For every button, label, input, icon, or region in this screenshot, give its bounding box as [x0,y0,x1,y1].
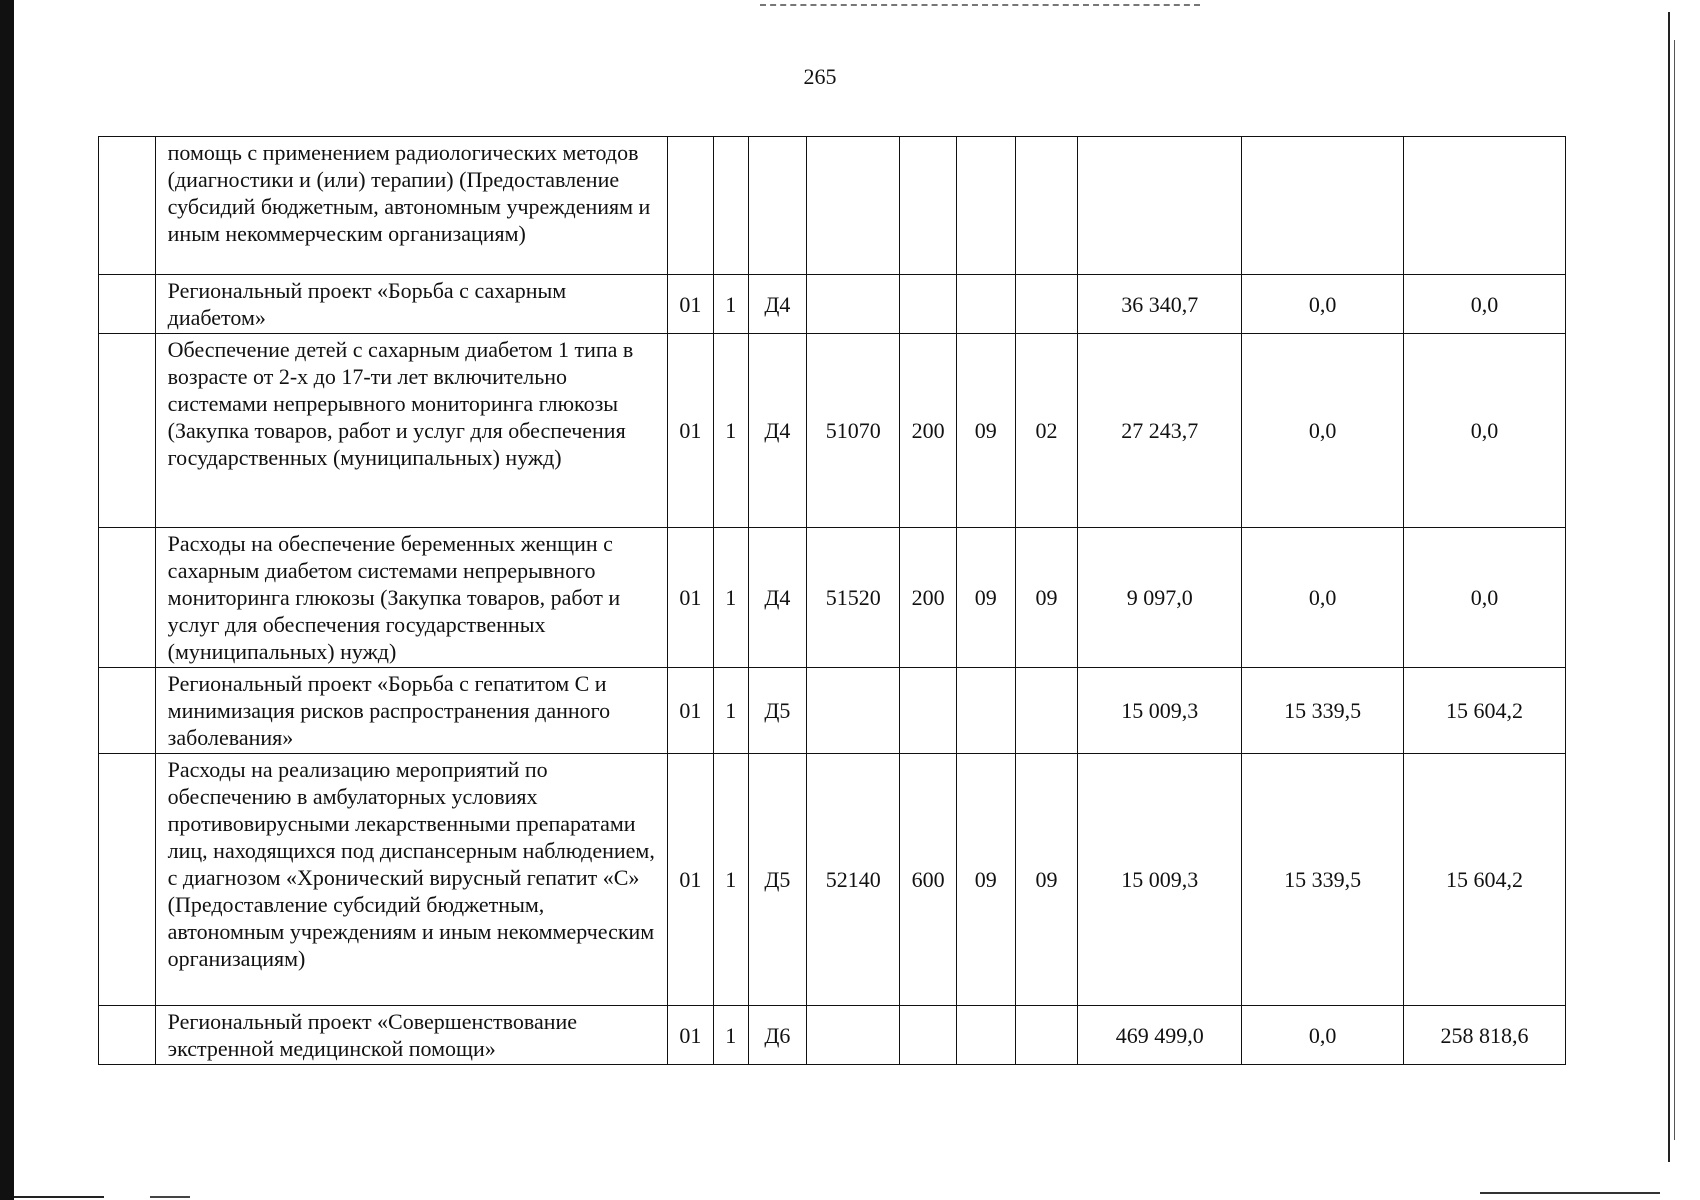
code-cell: 09 [956,754,1015,1006]
code-cell [667,137,714,275]
amount-cell [1078,137,1242,275]
code-cell: 02 [1015,334,1078,528]
table-row [99,528,1566,668]
code-cell [956,137,1015,275]
code-cell [956,1006,1015,1065]
code-cell: 200 [900,334,957,528]
page-number: 265 [803,64,837,89]
code-cell: 09 [1015,754,1078,1006]
scan-artifact-bottom-right [1480,1192,1660,1194]
row-number-cell [99,528,156,668]
code-cell: 01 [667,275,714,334]
code-cell: 01 [667,668,714,754]
code-cell: 01 [667,754,714,1006]
amount-cell: 0,0 [1404,528,1566,668]
code-cell: 1 [714,754,748,1006]
amount-cell: 0,0 [1242,1006,1404,1065]
code-cell: Д6 [748,1006,807,1065]
code-cell: Д4 [748,334,807,528]
scan-border-right-inner [1674,40,1675,1140]
amount-cell: 15 009,3 [1078,668,1242,754]
code-cell [956,275,1015,334]
code-cell [807,275,900,334]
table-row [99,275,1566,334]
scan-artifact-bottom-mid [150,1196,190,1198]
code-cell: 09 [1015,528,1078,668]
amount-cell: 36 340,7 [1078,275,1242,334]
table-row [99,1006,1566,1065]
description-cell: Региональный проект «Совершенствование экстренной медицинской помощи» [155,1006,667,1065]
code-cell: 51070 [807,334,900,528]
code-cell [1015,1006,1078,1065]
row-number-cell [99,754,156,1006]
code-cell [900,137,957,275]
code-cell [807,1006,900,1065]
description-cell: Региональный проект «Борьба с сахарным диабетом» [155,275,667,334]
amount-cell: 469 499,0 [1078,1006,1242,1065]
amount-cell: 0,0 [1242,334,1404,528]
amount-cell: 0,0 [1242,528,1404,668]
budget-table [98,136,1566,1065]
code-cell: 1 [714,528,748,668]
code-cell [748,137,807,275]
description-cell: Расходы на реализацию мероприятий по обеспечению в амбулаторных условиях противовирусными лекарственными препаратами лиц, находящихся под диспансерным наблюдением, с диагнозом «Хронический вирусный гепатит «С» (Предоставление субсидий бюджетным, автономным учреждениям и иным некоммерческим организациям) [155,754,667,1006]
code-cell: 1 [714,668,748,754]
code-cell: Д4 [748,528,807,668]
amount-cell [1404,137,1566,275]
code-cell: 01 [667,528,714,668]
code-cell [900,1006,957,1065]
amount-cell: 15 339,5 [1242,668,1404,754]
code-cell: 09 [956,334,1015,528]
amount-cell: 15 604,2 [1404,754,1566,1006]
code-cell: 600 [900,754,957,1006]
code-cell: 1 [714,275,748,334]
code-cell [1015,137,1078,275]
table-row [99,137,1566,275]
row-number-cell [99,137,156,275]
row-number-cell [99,668,156,754]
description-cell: Обеспечение детей с сахарным диабетом 1 типа в возрасте от 2-х до 17-ти лет включительно системами непрерывного мониторинга глюкозы (Закупка товаров, работ и услуг для обеспечения государственных (муниципальных) нужд) [155,334,667,528]
scan-border-right [1668,12,1670,1162]
amount-cell: 15 339,5 [1242,754,1404,1006]
table-row [99,334,1566,528]
code-cell: 52140 [807,754,900,1006]
amount-cell: 0,0 [1404,334,1566,528]
scan-border-left [0,0,14,1200]
amount-cell [1242,137,1404,275]
code-cell: Д5 [748,668,807,754]
code-cell: 09 [956,528,1015,668]
row-number-cell [99,334,156,528]
amount-cell: 15 604,2 [1404,668,1566,754]
table-row [99,754,1566,1006]
code-cell: 01 [667,1006,714,1065]
row-number-cell [99,275,156,334]
code-cell [956,668,1015,754]
amount-cell: 0,0 [1242,275,1404,334]
code-cell [900,668,957,754]
description-cell: Региональный проект «Борьба с гепатитом С и минимизация рисков распространения данного заболевания» [155,668,667,754]
code-cell [807,137,900,275]
code-cell [900,275,957,334]
row-number-cell [99,1006,156,1065]
code-cell [807,668,900,754]
scan-artifact-bottom-left [14,1196,104,1198]
code-cell [714,137,748,275]
amount-cell: 15 009,3 [1078,754,1242,1006]
code-cell [1015,668,1078,754]
table-row [99,668,1566,754]
code-cell: 1 [714,334,748,528]
amount-cell: 9 097,0 [1078,528,1242,668]
description-cell: Расходы на обеспечение беременных женщин с сахарным диабетом системами непрерывного мониторинга глюкозы (Закупка товаров, работ и услуг для обеспечения государственных (муниципальных) нужд) [155,528,667,668]
amount-cell: 0,0 [1404,275,1566,334]
code-cell [1015,275,1078,334]
description-cell: помощь с применением радиологических методов (диагностики и (или) терапии) (Предоставление субсидий бюджетным, автономным учреждениям и иным некоммерческим организациям) [155,137,667,275]
code-cell: 51520 [807,528,900,668]
code-cell: Д4 [748,275,807,334]
code-cell: 1 [714,1006,748,1065]
scan-artifact-top [760,4,1200,6]
code-cell: Д5 [748,754,807,1006]
amount-cell: 27 243,7 [1078,334,1242,528]
code-cell: 200 [900,528,957,668]
amount-cell: 258 818,6 [1404,1006,1566,1065]
code-cell: 01 [667,334,714,528]
